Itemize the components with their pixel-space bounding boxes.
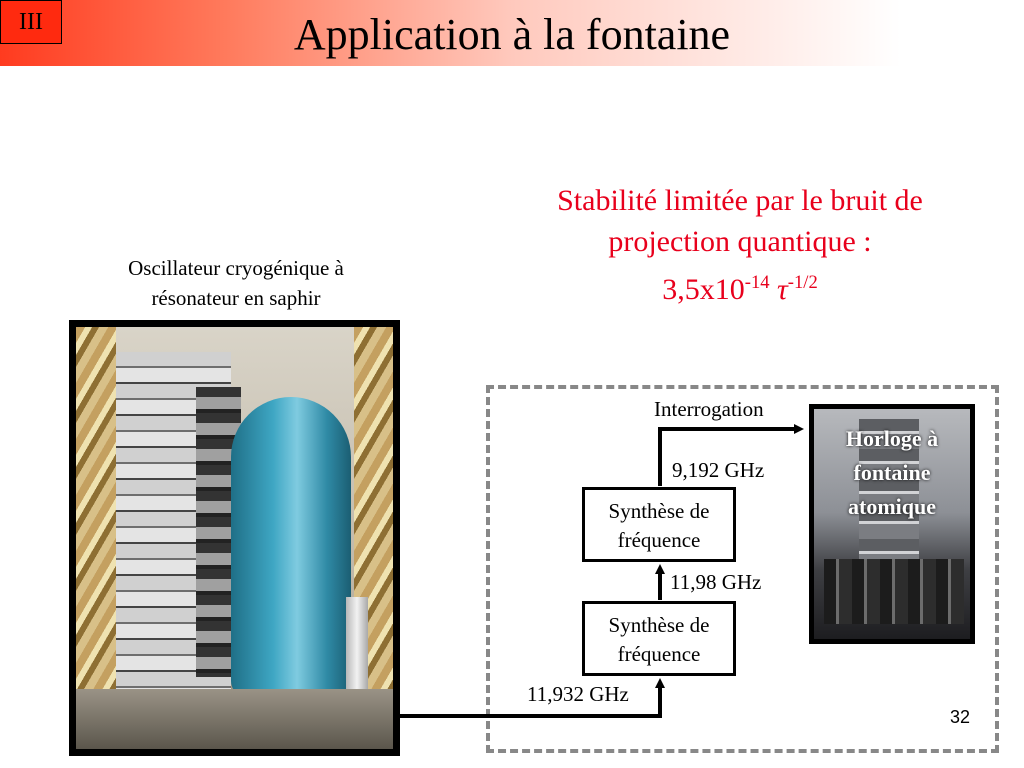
slide-title: Application à la fontaine [293, 10, 731, 59]
fountain-label-line-2: fontaine [853, 460, 931, 485]
frequency-synthesizer-bottom [582, 601, 736, 676]
formula-exponent: -14 [744, 272, 770, 293]
synth-bottom-line-1: Synthèse de [608, 613, 710, 637]
stability-line-1: Stabilité limitée par le bruit de [557, 184, 923, 217]
synth-top-line-1: Synthèse de [608, 499, 710, 523]
freq-9192-label: 9,192 GHz [672, 458, 765, 482]
section-number: III [0, 0, 62, 44]
atomic-fountain-photo [809, 404, 975, 644]
formula-base: 3,5x10 [662, 273, 745, 306]
fountain-optics-base [824, 559, 964, 624]
page-number: 32 [949, 707, 970, 727]
formula-tau: τ [777, 273, 788, 306]
synth-bottom-line-2: fréquence [617, 642, 701, 666]
fountain-clock-label [809, 422, 975, 524]
caption-line-2: résonateur en saphir [151, 286, 321, 310]
fountain-label-line-1: Horloge à [845, 426, 939, 451]
caption-line-1: Oscillateur cryogénique à [128, 256, 344, 280]
stability-line-2: projection quantique : [608, 225, 872, 258]
synth-top-line-2: fréquence [617, 528, 701, 552]
freq-11932-label: 11,932 GHz [527, 682, 629, 706]
interrogation-label: Interrogation [654, 397, 764, 421]
fountain-label-line-3: atomique [848, 494, 936, 519]
frequency-synthesizer-top [582, 487, 736, 562]
formula-tau-exponent: -1/2 [787, 272, 818, 293]
freq-1198-label: 11,98 GHz [670, 570, 762, 594]
